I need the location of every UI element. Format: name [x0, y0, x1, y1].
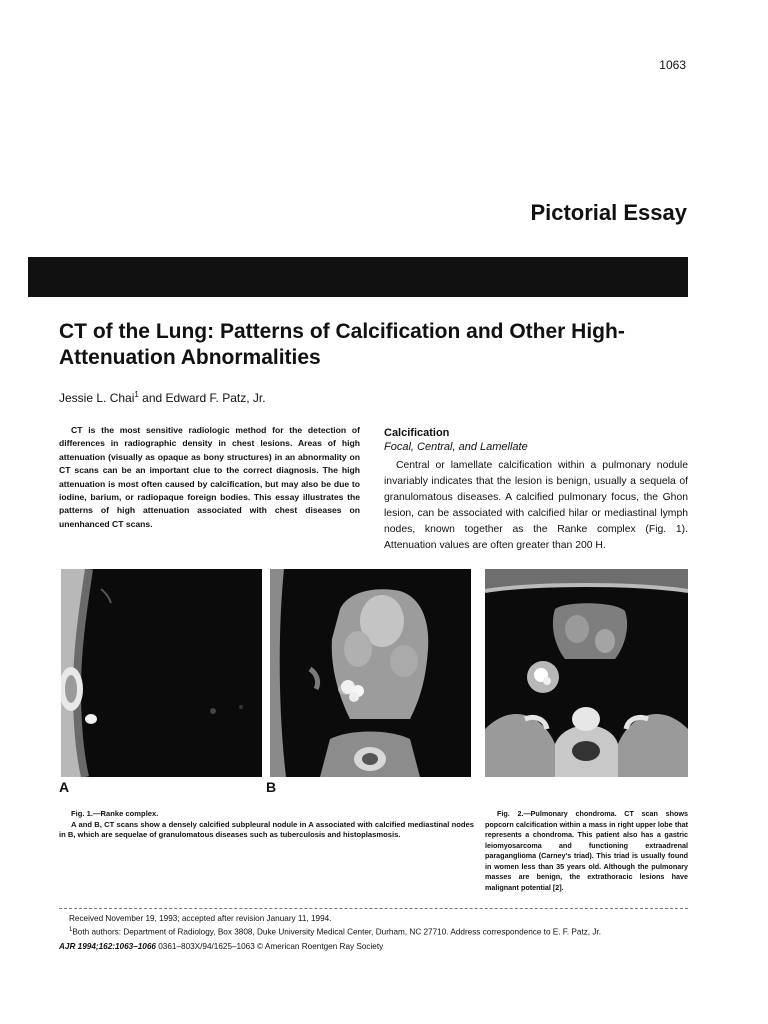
author-rest: and Edward F. Patz, Jr.	[138, 391, 266, 405]
section-label: Pictorial Essay	[530, 200, 687, 225]
footnote-divider	[59, 908, 688, 909]
figure-1-caption-body: A and B, CT scans show a densely calcified subpleural nodule in A associated with calcified mediastinal nodes in B, which are sequelae of granulomatous diseases such as tuberculosis and histoplasmosis.	[59, 819, 474, 839]
journal-reference: AJR 1994;162:1063–1066	[59, 942, 156, 951]
received-note: Received November 19, 1993; accepted after revision January 11, 1994.	[69, 914, 332, 923]
footnotes	[59, 913, 688, 938]
author-line	[59, 390, 459, 405]
panel-label-b: B	[266, 779, 277, 795]
panel-label-a: A	[59, 779, 70, 795]
figure-1-caption	[59, 809, 474, 841]
figure-1a-ct-scan	[61, 569, 262, 777]
subsection-heading: Focal, Central, and Lamellate	[384, 441, 528, 453]
section-body: Central or lamellate calcification within a pulmonary nodule invariably indicates that the lesion is benign, usually a sequela of granulomatous diseases. A calcified pulmonary focus, the Ghon lesion, can be associated with calcified hilar or mediastinal lymph nodes, known together as the Ranke complex (Fig. 1). Attenuation values are often greater than 200 H.	[384, 460, 688, 551]
figure-2-ct-scan	[485, 569, 688, 777]
journal-citation	[59, 942, 688, 951]
author-first: Jessie L. Chai	[59, 391, 135, 405]
figure-2-caption: Fig. 2.—Pulmonary chondroma. CT scan shows popcorn calcification within a mass in right upper lobe that represents a chondroma. This patient also has a gastric leiomyosarcoma and functioning extraadrenal paraganglioma (Carney's triad). This triad is usually found in women less than 35 years old. Although the pulmonary masses are benign, the extrathoracic lesions have malignant potential [2].	[485, 809, 688, 892]
figure-1-caption-title: Fig. 1.—Ranke complex.	[71, 809, 159, 818]
page-number: 1063	[659, 58, 686, 72]
affiliation-mark: 1	[69, 926, 73, 933]
citation-details: 0361–803X/94/1625–1063 © American Roentgen Ray Society	[155, 942, 384, 951]
abstract: CT is the most sensitive radiologic method for the detection of differences in radiographic density in chest lesions. Areas of high attenuation (visually as opaque as bony structures) in an abnormality on CT scans can be an important clue to the correct diagnosis. The high attenuation is most often caused by calcification, but may also be due to iodine, barium, or radiopaque foreign bodies. This essay illustrates the patterns of high attenuation associated with chest diseases on unenhanced CT scans.	[59, 425, 360, 529]
section-heading: Calcification	[384, 427, 450, 439]
author-footnote-mark: 1	[134, 390, 139, 399]
affiliation-text: Both authors: Department of Radiology, Box 3808, Duke University Medical Center, Durham, NC 27710. Address correspondence to E. F. Patz, Jr.	[72, 927, 602, 937]
header-band	[28, 257, 688, 297]
affiliation-note	[59, 925, 688, 938]
article-title: CT of the Lung: Patterns of Calcification and Other High-Attenuation Abnormalities	[59, 320, 625, 369]
figure-1b-ct-scan	[270, 569, 471, 777]
